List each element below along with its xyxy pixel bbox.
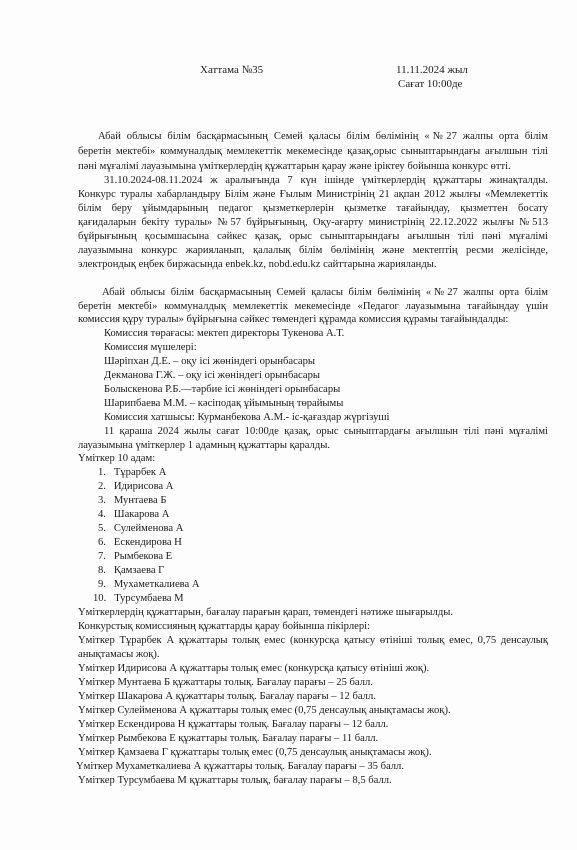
announcement-line-5: бұйрығының қосымшасына сәйкес қазақ, орыс сыныптарындағы ағылшын тілі пәні мұғалімі [78,231,548,242]
opinion-line: Үміткер Идирисова А құжаттары толық емес (конкурсқа қатысу өтініші жоқ). [78,663,430,674]
candidate-item: 4. Шакарова А [98,509,170,520]
opinion-line: анықтамасы жоқ). [78,649,160,660]
result-intro: Үміткерлердің құжаттарын, бағалау парағын қарап, төмендегі нәтиже шығарылды. [78,607,453,618]
announcement-line-1: 31.10.2024-08.11.2024 ж аралығында 7 күн ішінде үміткерлердің құжаттары жинақталды. [104,175,548,186]
candidate-item: 2. Идирисова А [98,481,174,492]
announcement-line-2: Конкурс туралы хабарландыру Білім және Ғылым Министрінің 21 ақпан 2012 жылғы «Мемлекеттік [78,189,548,200]
commission-chair: Комиссия төрағасы: мектеп директоры Тукенова А.Т. [104,328,345,339]
protocol-date: 11.11.2024 жыл [396,64,468,76]
candidate-name: Турсумбаева М [114,593,184,604]
opinions-label: Конкурстық комиссияның құжаттарды қарау бойынша пікірлері: [78,621,370,632]
opinion-line: Үміткер Сулейменова А құжаттары толық емес (0,75 денсаулық анықтамасы жоқ). [78,705,451,716]
protocol-title: Хаттама №35 [200,64,264,76]
protocol-time: Сағат 10:00де [398,78,463,90]
commission-intro-line-1: Абай облысы білім басқармасының Семей қаласы білім бөлімінің «№27 жалпы орта білім [102,287,548,298]
announcement-line-7: электрондық еңбек биржасында enbek.kz, nobd.edu.kz сайттарына жарияланды. [78,259,437,270]
candidate-name: Сулейменова А [113,523,184,534]
candidate-name: Идирисова А [113,481,174,492]
candidate-name: Ескендирова Н [113,537,182,548]
commission-members-label: Комиссия мүшелері: [104,342,197,353]
candidate-item: 1. Тұрарбек А [98,467,167,478]
opinion-line: Үміткер Мухаметкалиева А құжаттары толық. Бағалау парағы – 35 балл. [76,761,404,772]
commission-member: Болыскенова Р.Б.—тәрбие ісі жөніндегі орынбасары [104,384,341,395]
announcement-line-6: лауазымына конкурс жарияланып, қалалық білім бөлімінің және мектептің ресми желісінде, [78,245,548,256]
candidate-name: Мухаметкалиева А [113,579,200,590]
review-line-1: 11 қараша 2024 жылы сағат 10:00де қазақ, орыс сыныптардағы ағылшын тілі пәні мұғалімі [104,426,548,437]
opinion-line: Үміткер Тұрарбек А құжаттары толық емес (конкурсқа қатысу өтініші толық емес, 0,75 денсаулық [78,635,548,646]
candidate-item: 7. Рымбекова Е [98,551,173,562]
candidate-item: 9. Мухаметкалиева А [98,579,200,590]
intro-line-1: Абай облысы білім басқармасының Семей қаласы білім бөлімінің «№27 жалпы орта білім [98,131,548,142]
candidate-item: 5. Сулейменова А [98,523,184,534]
candidate-name: Тұрарбек А [113,467,167,478]
commission-intro-line-3: комиссия құру туралы» бұйрығына сәйкес төмендегі құрамда комиссия құрамы тағайындалды: [78,314,509,325]
commission-member: Шәріпхан Д.Е. – оқу ісі жөніндегі орынбасары [104,356,316,367]
review-line-2: лауазымына үміткерлер 1 адамның құжаттары қаралды. [78,440,330,451]
candidate-name: Шакарова А [113,509,170,520]
opinion-line: Үміткер Турсумбаева М құжаттары толық, бағалау парағы – 8,5 балл. [78,775,392,786]
announcement-line-3: білім беру ұйымдарының педагог қызметкерлерін қызметке тағайындау, қызметтен босату [78,203,548,214]
opinion-line: Үміткер Мунтаева Б құжаттары толық. Бағалау парағы – 25 балл. [78,677,373,688]
opinion-line: Үміткер Қамзаева Г құжаттары толық емес (0,75 денсаулық анықтамасы жоқ). [78,747,432,758]
opinion-line: Үміткер Рымбекова Е құжаттары толық. Бағалау парағы – 11 балл. [78,733,379,744]
commission-intro-line-2: беретін мектебі» коммуналдық мемлекеттік мекемесінде «Педагог лауазымына тағайындау үшін [78,301,548,312]
intro-line-2: беретін мектебі» коммуналдық мемлекеттік мекемесінде қазақ,орыс сыныптарындағы ағылшын тілі [78,146,548,157]
commission-member: Декманова Г.Ж. – оқу ісі жөніндегі орынбасары [104,370,321,381]
candidate-item: 10. Турсумбаева М [93,593,184,604]
candidate-name: Мунтаева Б [113,495,167,506]
opinion-line: Үміткер Ескендирова Н құжаттары толық. Бағалау парағы – 12 балл. [78,719,389,730]
candidate-item: 8. Қамзаева Г [98,565,165,576]
candidate-name: Рымбекова Е [113,551,173,562]
candidate-item: 3. Мунтаева Б [98,495,167,506]
commission-member: Шарипбаева М.М. – кәсіподақ ұйымының төрайымы [104,398,344,409]
candidate-item: 6. Ескендирова Н [98,537,182,548]
intro-line-3: пәні мұғалімі лауазымына үміткерлердің құжаттарын қарау және іріктеу бойынша конкурс өтті. [78,161,511,172]
commission-secretary: Комиссия хатшысы: Курманбекова А.М.- іс-қағаздар жүргізуші [104,412,390,423]
candidate-name: Қамзаева Г [113,565,165,576]
announcement-line-4: қағидаларын бекіту туралы» №57 бұйрығының, Оқу-ағарту министрінің 22.12.2022 жылғы №513 [78,217,548,228]
opinion-line: Үміткер Шакарова А құжаттары толық. Бағалау парағы – 12 балл. [78,691,376,702]
candidates-label: Үміткер 10 адам: [78,453,156,464]
